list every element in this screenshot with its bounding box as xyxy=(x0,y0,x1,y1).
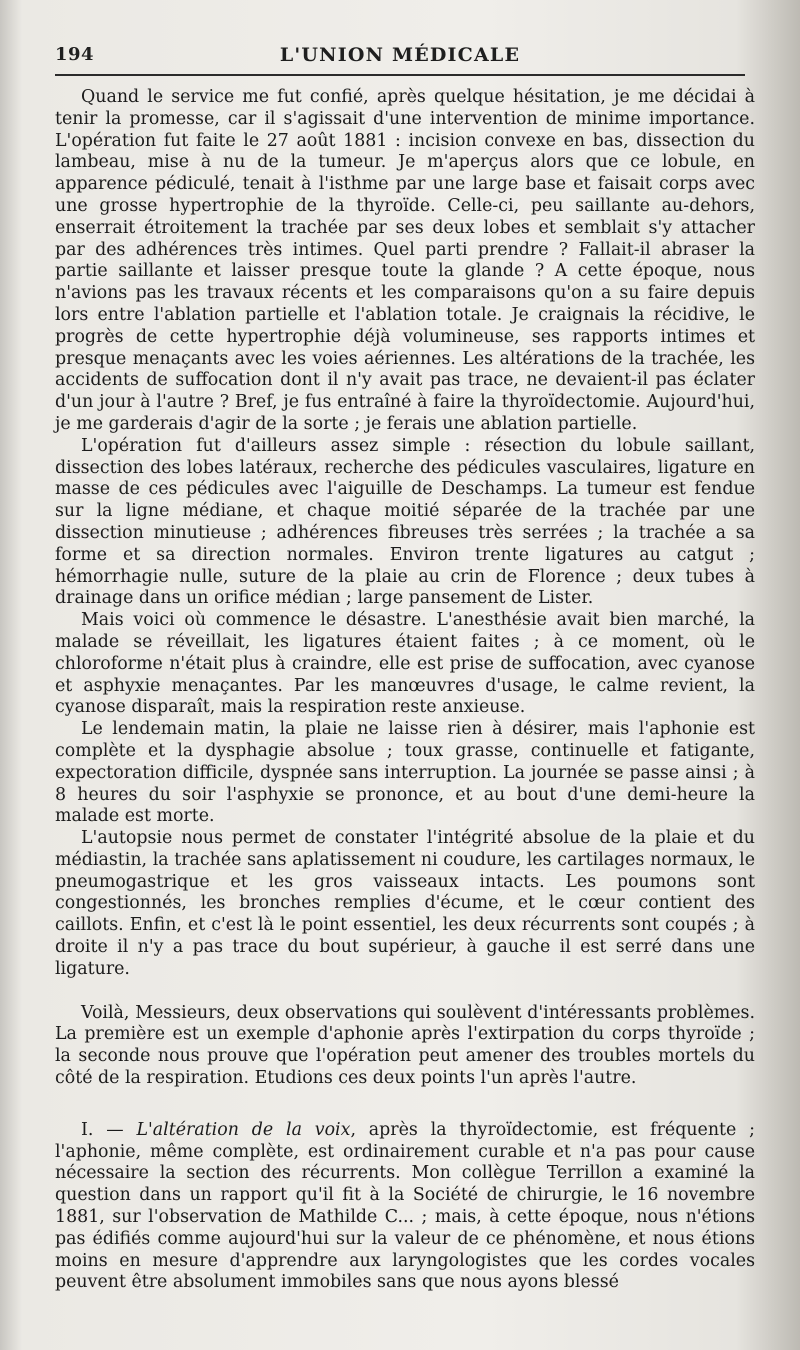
article-body xyxy=(55,87,755,1294)
paragraph-6: Voilà, Messieurs, deux observations qui soulèvent d'intéressants problèmes. La première est un exemple d'aphonie après l'extirpation du corps thyroïde ; la seconde nous prouve que l'opération peut amener des troubles mortels du côté de la respiration. Etudions ces deux points l'un après l'autre. xyxy=(55,1002,755,1089)
page-number: 194 xyxy=(55,44,95,65)
paragraph-7 xyxy=(55,1120,755,1294)
paragraph-2: L'opération fut d'ailleurs assez simple : résection du lobule saillant, dissection des lobes latéraux, recherche des pédicules vasculaires, ligature en masse de ces pédicules avec l'aiguille de Deschamps. La tumeur est fendue sur la ligne médiane, et chaque moitié séparée de la trachée par une dissection minutieuse ; adhérences fibreuses très serrées ; la trachée a sa forme et sa direction normales. Environ trente ligatures au catgut ; hémorrhagie nulle, suture de la plaie au crin de Florence ; deux tubes à drainage dans un orifice médian ; large pansement de Lister. xyxy=(55,435,755,609)
section-heading-italic: L'altération de la voix xyxy=(136,1119,351,1140)
paragraph-1: Quand le service me fut confié, après quelque hésitation, je me décidai à tenir la promesse, car il s'agissait d'une intervention de minime importance. L'opération fut faite le 27 août 1881 : incision convexe en bas, dissection du lambeau, mise à nu de la tumeur. Je m'aperçus alors que ce lobule, en apparence pédiculé, tenait à l'isthme par une large base et faisait corps avec une grosse hypertrophie de la thyroïde. Celle-ci, peu saillante au-dehors, enserrait étroitement la trachée par ses deux lobes et semblait s'y attacher par des adhérences très intimes. Quel parti prendre ? Fallait-il abraser la partie saillante et laisser presque toute la glande ? A cette époque, nous n'avions pas les travaux récents et les comparaisons qu'on a su faire depuis lors entre l'ablation partielle et l'ablation totale. Je craignais la récidive, le progrès de cette hypertrophie déjà volumineuse, ses rapports intimes et presque menaçants avec les voies aériennes. Les altérations de la trachée, les accidents de suffocation dont il n'y avait pas trace, ne devaient-il pas éclater d'un jour à l'autre ? Bref, je fus entraîné à faire la thyroïdectomie. Aujourd'hui, je me garderais d'agir de la sorte ; je ferais une ablation partielle. xyxy=(55,87,755,434)
page-header xyxy=(55,40,745,70)
paragraph-5: L'autopsie nous permet de constater l'intégrité absolue de la plaie et du médiastin, la trachée sans aplatissement ni coudure, les cartilages normaux, le pneumogastrique et les gros vaisseaux intacts. Les poumons sont congestionnés, les bronches remplies d'écume, et le cœur contient des caillots. Enfin, et c'est là le point essentiel, les deux récurrents sont coupés ; à droite il n'y a pas trace du bout supérieur, à gauche il est serré dans une ligature. xyxy=(55,828,755,979)
running-title: L'UNION MÉDICALE xyxy=(279,44,521,66)
header-rule xyxy=(55,74,745,76)
paragraph-7-text: , après la thyroïdectomie, est fréquente ; l'aphonie, même complète, est ordinairement curable et n'a pas pour cause nécessaire la section des récurrents. Mon collègue Terrillon a examiné la question dans un rapport qu'il fit à la Société de chirurgie, le 16 novembre 1881, sur l'observation de Mathilde C... ; mais, à cette époque, nous n'étions pas édifiés comme aujourd'hui sur la valeur de ce phénomène, et nous étions moins en mesure d'apprendre aux laryngologistes que les cordes vocales peuvent être absolument immobiles sans que nous ayons blessé xyxy=(55,1119,755,1293)
section-number: I. — xyxy=(81,1119,137,1140)
paragraph-3: Mais voici où commence le désastre. L'anesthésie avait bien marché, la malade se réveillait, les ligatures étaient faites ; à ce moment, où le chloroforme n'était plus à craindre, elle est prise de suffocation, avec cyanose et asphyxie menaçantes. Par les manœuvres d'usage, le calme revient, la cyanose disparaît, mais la respiration reste anxieuse. xyxy=(55,610,755,718)
paragraph-4: Le lendemain matin, la plaie ne laisse rien à désirer, mais l'aphonie est complète et la dysphagie absolue ; toux grasse, continuelle et fatigante, expectoration difficile, dyspnée sans interruption. La journée se passe ainsi ; à 8 heures du soir l'asphyxie se prononce, et au bout d'une demi-heure la malade est morte. xyxy=(55,719,755,827)
